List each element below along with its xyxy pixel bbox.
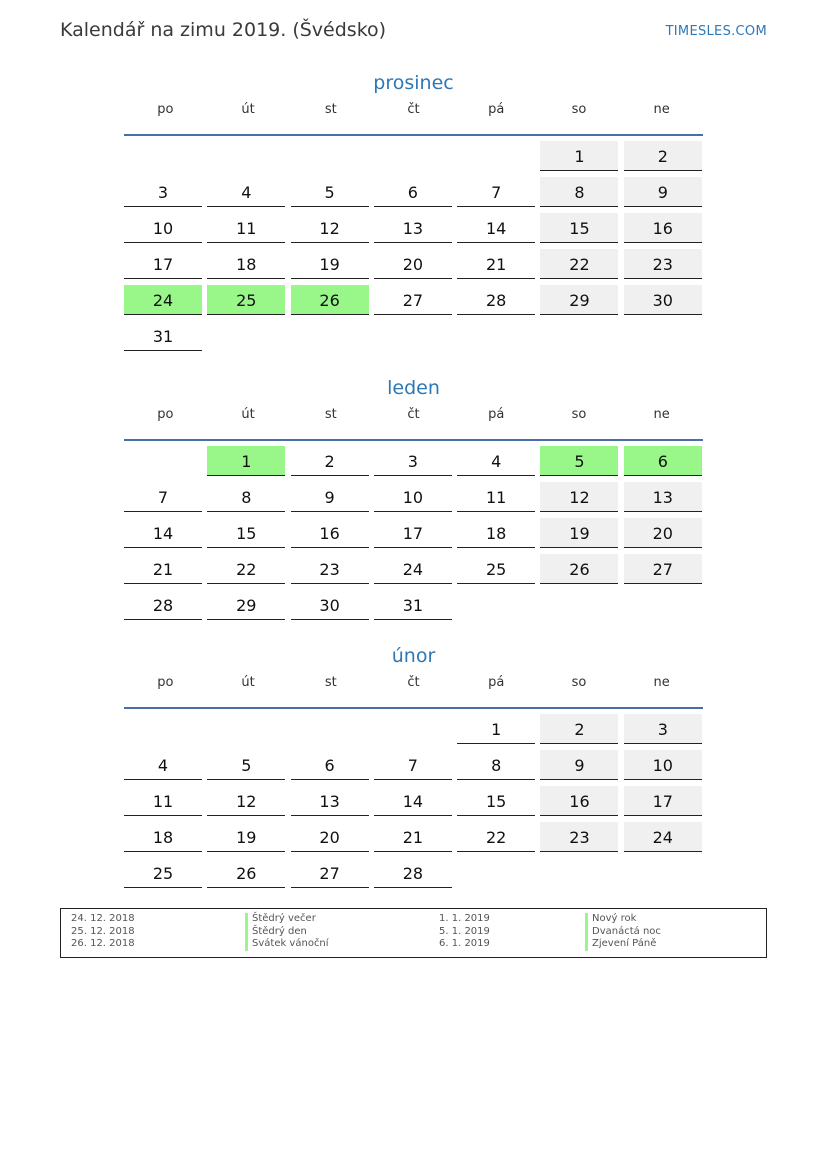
day-cell: 28 xyxy=(457,285,535,315)
day-cell: 22 xyxy=(540,249,618,279)
day-cell: 15 xyxy=(207,518,285,548)
month-prosinec xyxy=(124,68,703,352)
day-cell: 13 xyxy=(291,786,369,816)
legend-date: 25. 12. 2018 xyxy=(71,925,135,937)
day-cell: 2 xyxy=(540,714,618,744)
weekday-label: čt xyxy=(407,102,420,117)
day-cell: 7 xyxy=(457,177,535,207)
weekday-label: út xyxy=(241,102,255,117)
day-cell: 21 xyxy=(124,554,202,584)
day-cell: 20 xyxy=(374,249,452,279)
day-cell: 14 xyxy=(457,213,535,243)
day-cell: 18 xyxy=(457,518,535,548)
empty-day-cell xyxy=(540,590,618,619)
weekday-label: po xyxy=(157,102,174,117)
day-cell: 7 xyxy=(374,750,452,780)
empty-day-cell xyxy=(624,590,702,619)
day-cell: 22 xyxy=(207,554,285,584)
day-cell: 24 xyxy=(624,822,702,852)
empty-day-cell xyxy=(207,141,285,170)
day-cell: 5 xyxy=(291,177,369,207)
month-name: prosinec xyxy=(373,72,454,94)
weekday-label: čt xyxy=(407,407,420,422)
day-cell: 22 xyxy=(457,822,535,852)
day-cell: 8 xyxy=(457,750,535,780)
day-cell: 29 xyxy=(207,590,285,620)
day-cell: 1 xyxy=(457,714,535,744)
weekday-label: po xyxy=(157,407,174,422)
week-row xyxy=(124,518,703,549)
header-rule xyxy=(124,134,703,136)
page-title: Kalendář na zimu 2019. (Švédsko) xyxy=(60,19,387,41)
weekday-label: pá xyxy=(488,102,505,117)
month-leden xyxy=(124,373,703,621)
day-cell: 28 xyxy=(124,590,202,620)
empty-day-cell xyxy=(124,141,202,170)
day-cell: 6 xyxy=(624,446,702,476)
empty-day-cell xyxy=(457,321,535,350)
empty-day-cell xyxy=(457,858,535,887)
legend-holiday-name: Štědrý večer xyxy=(245,913,329,926)
day-cell: 2 xyxy=(291,446,369,476)
day-cell: 15 xyxy=(540,213,618,243)
day-cell: 3 xyxy=(374,446,452,476)
empty-day-cell xyxy=(291,714,369,743)
legend-date: 26. 12. 2018 xyxy=(71,938,135,949)
day-cell: 10 xyxy=(624,750,702,780)
day-cell: 9 xyxy=(624,177,702,207)
empty-day-cell xyxy=(291,141,369,170)
weekday-label: čt xyxy=(407,675,420,690)
day-cell: 12 xyxy=(291,213,369,243)
weekday-label: ne xyxy=(653,102,670,117)
day-cell: 16 xyxy=(540,786,618,816)
empty-day-cell xyxy=(291,321,369,350)
week-row xyxy=(124,554,703,585)
header-rule xyxy=(124,707,703,709)
day-cell: 19 xyxy=(540,518,618,548)
legend-date: 1. 1. 2019 xyxy=(439,913,490,924)
legend-dates-left xyxy=(71,913,135,951)
day-cell: 8 xyxy=(540,177,618,207)
day-cell: 1 xyxy=(207,446,285,476)
weekday-header xyxy=(124,102,703,126)
day-cell: 7 xyxy=(124,482,202,512)
weekday-label: pá xyxy=(488,407,505,422)
day-cell: 1 xyxy=(540,141,618,171)
weekday-header xyxy=(124,407,703,431)
holiday-legend xyxy=(60,908,767,958)
weekday-label: st xyxy=(324,675,337,690)
empty-day-cell xyxy=(374,141,452,170)
day-cell: 20 xyxy=(624,518,702,548)
day-cell: 11 xyxy=(207,213,285,243)
month-name: únor xyxy=(391,645,436,667)
day-cell: 19 xyxy=(291,249,369,279)
site-link[interactable]: TIMESLES.COM xyxy=(665,24,767,39)
weekday-label: st xyxy=(324,407,337,422)
day-cell: 27 xyxy=(624,554,702,584)
legend-names-left xyxy=(245,913,329,951)
legend-date: 24. 12. 2018 xyxy=(71,913,135,924)
weekday-header xyxy=(124,675,703,699)
legend-holiday-name: Svátek vánoční xyxy=(245,938,329,951)
day-cell: 10 xyxy=(374,482,452,512)
day-cell: 20 xyxy=(291,822,369,852)
legend-holiday-name: Štědrý den xyxy=(245,926,329,939)
day-cell: 25 xyxy=(207,285,285,315)
empty-day-cell xyxy=(624,321,702,350)
weekday-label: st xyxy=(324,102,337,117)
day-cell: 14 xyxy=(374,786,452,816)
day-cell: 29 xyxy=(540,285,618,315)
empty-day-cell xyxy=(624,858,702,887)
legend-names-right xyxy=(585,913,661,951)
weekday-label: po xyxy=(157,675,174,690)
week-row xyxy=(124,858,703,889)
day-cell: 30 xyxy=(624,285,702,315)
day-cell: 25 xyxy=(124,858,202,888)
week-row xyxy=(124,750,703,781)
day-cell: 25 xyxy=(457,554,535,584)
day-cell: 4 xyxy=(124,750,202,780)
legend-date: 6. 1. 2019 xyxy=(439,938,490,949)
day-cell: 5 xyxy=(540,446,618,476)
week-row xyxy=(124,213,703,244)
day-cell: 11 xyxy=(124,786,202,816)
day-cell: 26 xyxy=(207,858,285,888)
day-cell: 8 xyxy=(207,482,285,512)
day-cell: 21 xyxy=(374,822,452,852)
day-cell: 16 xyxy=(624,213,702,243)
day-cell: 5 xyxy=(207,750,285,780)
weekday-label: pá xyxy=(488,675,505,690)
day-cell: 13 xyxy=(374,213,452,243)
empty-day-cell xyxy=(207,321,285,350)
month-name: leden xyxy=(387,377,440,399)
day-cell: 26 xyxy=(540,554,618,584)
week-row xyxy=(124,446,703,477)
week-row xyxy=(124,786,703,817)
day-cell: 23 xyxy=(291,554,369,584)
day-cell: 17 xyxy=(374,518,452,548)
week-row xyxy=(124,482,703,513)
day-cell: 24 xyxy=(374,554,452,584)
day-cell: 19 xyxy=(207,822,285,852)
empty-day-cell xyxy=(374,714,452,743)
day-cell: 27 xyxy=(291,858,369,888)
day-cell: 11 xyxy=(457,482,535,512)
week-row xyxy=(124,590,703,621)
day-cell: 18 xyxy=(124,822,202,852)
empty-day-cell xyxy=(124,714,202,743)
day-cell: 17 xyxy=(124,249,202,279)
week-row xyxy=(124,285,703,316)
day-cell: 27 xyxy=(374,285,452,315)
empty-day-cell xyxy=(124,446,202,475)
header-rule xyxy=(124,439,703,441)
day-cell: 12 xyxy=(207,786,285,816)
legend-holiday-name: Nový rok xyxy=(585,913,661,926)
day-cell: 16 xyxy=(291,518,369,548)
empty-day-cell xyxy=(540,858,618,887)
week-row xyxy=(124,249,703,280)
legend-dates-right xyxy=(439,913,490,951)
day-cell: 12 xyxy=(540,482,618,512)
week-row xyxy=(124,177,703,208)
day-cell: 15 xyxy=(457,786,535,816)
day-cell: 28 xyxy=(374,858,452,888)
day-cell: 17 xyxy=(624,786,702,816)
day-cell: 9 xyxy=(291,482,369,512)
day-cell: 30 xyxy=(291,590,369,620)
day-cell: 3 xyxy=(124,177,202,207)
day-cell: 31 xyxy=(374,590,452,620)
day-cell: 23 xyxy=(540,822,618,852)
day-cell: 13 xyxy=(624,482,702,512)
empty-day-cell xyxy=(540,321,618,350)
day-cell: 6 xyxy=(291,750,369,780)
day-cell: 26 xyxy=(291,285,369,315)
week-row xyxy=(124,822,703,853)
day-cell: 2 xyxy=(624,141,702,171)
week-row xyxy=(124,321,703,352)
legend-holiday-name: Zjevení Páně xyxy=(585,938,661,951)
weekday-label: so xyxy=(571,102,587,117)
weekday-label: ne xyxy=(653,675,670,690)
week-row xyxy=(124,141,703,172)
weekday-label: ne xyxy=(653,407,670,422)
day-cell: 21 xyxy=(457,249,535,279)
empty-day-cell xyxy=(457,141,535,170)
day-cell: 23 xyxy=(624,249,702,279)
empty-day-cell xyxy=(457,590,535,619)
day-cell: 10 xyxy=(124,213,202,243)
day-cell: 18 xyxy=(207,249,285,279)
month-unor xyxy=(124,641,703,889)
legend-holiday-name: Dvanáctá noc xyxy=(585,926,661,939)
legend-date: 5. 1. 2019 xyxy=(439,925,490,937)
day-cell: 31 xyxy=(124,321,202,351)
day-cell: 24 xyxy=(124,285,202,315)
day-cell: 4 xyxy=(457,446,535,476)
day-cell: 6 xyxy=(374,177,452,207)
day-cell: 14 xyxy=(124,518,202,548)
weekday-label: út xyxy=(241,675,255,690)
weekday-label: so xyxy=(571,675,587,690)
weekday-label: so xyxy=(571,407,587,422)
day-cell: 9 xyxy=(540,750,618,780)
empty-day-cell xyxy=(207,714,285,743)
day-cell: 4 xyxy=(207,177,285,207)
week-row xyxy=(124,714,703,745)
day-cell: 3 xyxy=(624,714,702,744)
empty-day-cell xyxy=(374,321,452,350)
weekday-label: út xyxy=(241,407,255,422)
